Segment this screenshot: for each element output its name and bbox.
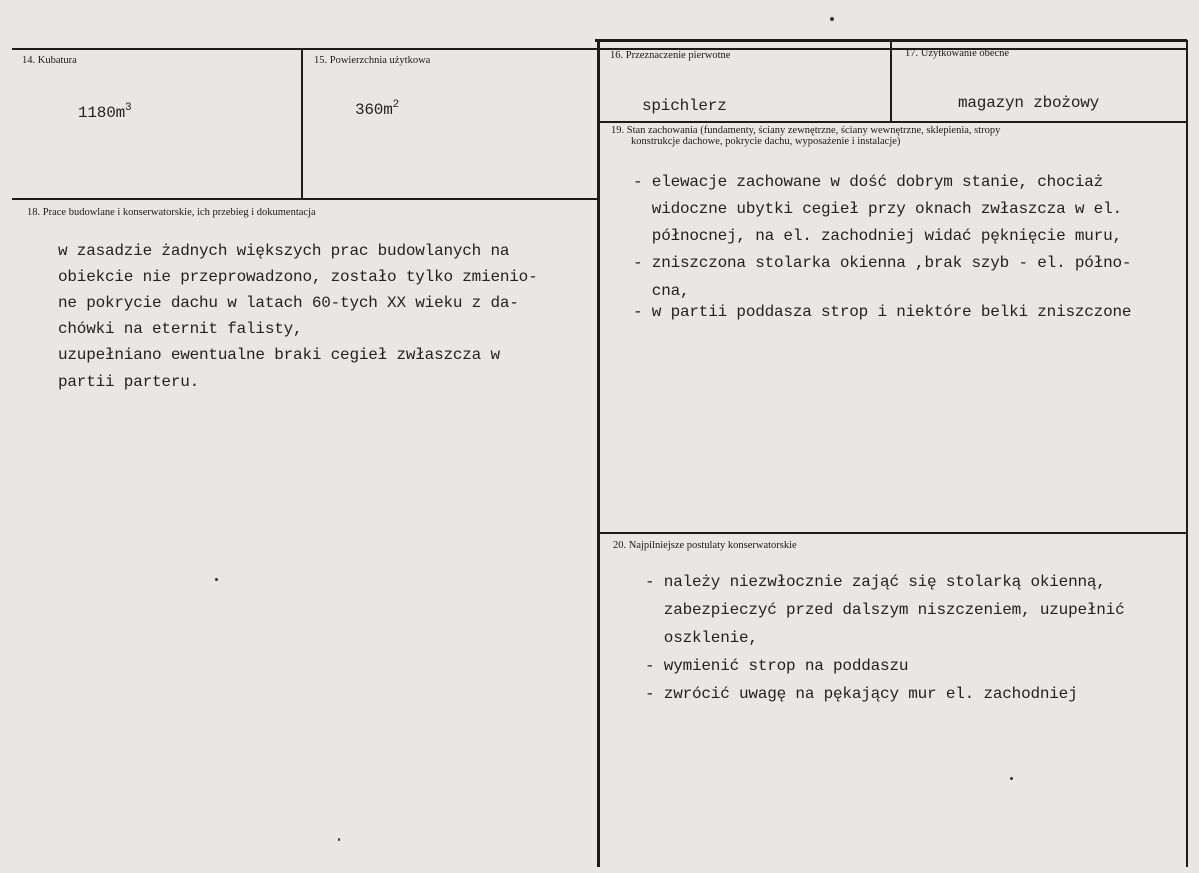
scan-speck <box>1010 777 1013 780</box>
powierzchnia-label: 15. Powierzchnia użytkowa <box>314 55 431 66</box>
stan-label-line1: 19. Stan zachowania (fundamenty, ściany zewnętrzne, ściany wewnętrzne, sklepienia, stropy <box>611 125 1001 136</box>
divider-14-15 <box>301 48 303 199</box>
stan-line: - elewacje zachowane w dość dobrym stanie, chociaż <box>633 173 1104 191</box>
powierzchnia-value: $360m^2$ <box>355 99 400 119</box>
przeznaczenie-value: spichlerz <box>642 97 727 115</box>
scan-speck <box>338 838 340 841</box>
prace-line: chówki na eternit falisty, <box>58 320 303 338</box>
scan-speck <box>830 17 834 21</box>
prace-label: 18. Prace budowlane i konserwatorskie, ich przebieg i dokumentacja <box>27 207 316 218</box>
postulaty-line: oszklenie, <box>645 629 758 647</box>
stan-line: widoczne ubytki cegieł przy oknach zwłaszcza w el. <box>633 200 1122 218</box>
stan-line: północnej, na el. zachodniej widać pęknięcie muru, <box>633 227 1122 245</box>
postulaty-line: zabezpieczyć przed dalszym niszczeniem, uzupełnić <box>645 601 1125 619</box>
przeznaczenie-label: 16. Przeznaczenie pierwotne <box>610 50 731 61</box>
postulaty-line: - zwrócić uwagę na pękający mur el. zachodniej <box>645 685 1078 703</box>
uzytkowanie-label: 17. Użytkowanie obecne <box>905 48 1010 59</box>
kubatura-exponent: 3 <box>125 102 132 114</box>
right-edge-line <box>1186 40 1188 867</box>
prace-line: ne pokrycie dachu w latach 60-tych XX wieku z da- <box>58 294 519 312</box>
stan-line: cna, <box>633 282 690 300</box>
prace-line: w zasadzie żadnych większych prac budowlanych na <box>58 242 510 260</box>
kubatura-value: $1180m^3$ <box>78 102 132 122</box>
kubatura-label: 14. Kubatura <box>22 55 77 66</box>
line-under-16-17 <box>598 121 1187 123</box>
prace-line: obiekcie nie przeprowadzono, zostało tylko zmienio- <box>58 268 538 286</box>
postulaty-label: 20. Najpilniejsze postulaty konserwatorskie <box>613 540 797 551</box>
uzytkowanie-value: magazyn zbożowy <box>958 94 1100 112</box>
postulaty-line: - należy niezwłocznie zająć się stolarką okienną, <box>645 573 1106 591</box>
divider-left-right <box>597 40 600 867</box>
powierzchnia-exponent: 2 <box>392 99 400 111</box>
prace-line: partii parteru. <box>58 373 200 391</box>
prace-line: uzupełniano ewentualne braki cegieł zwłaszcza w <box>58 346 500 364</box>
stan-line: - w partii poddasza strop i niektóre belki zniszczone <box>633 303 1132 321</box>
postulaty-line: - wymienić strop na poddaszu <box>645 657 909 675</box>
line-under-19 <box>598 532 1187 534</box>
stan-line: - zniszczona stolarka okienna ,brak szyb - el. półno- <box>633 254 1132 272</box>
scan-speck <box>215 578 218 581</box>
divider-16-17 <box>890 40 892 122</box>
line-under-14-15 <box>12 198 599 200</box>
stan-label-line2: konstrukcje dachowe, pokrycie dachu, wyposażenie i instalacje) <box>631 136 901 147</box>
